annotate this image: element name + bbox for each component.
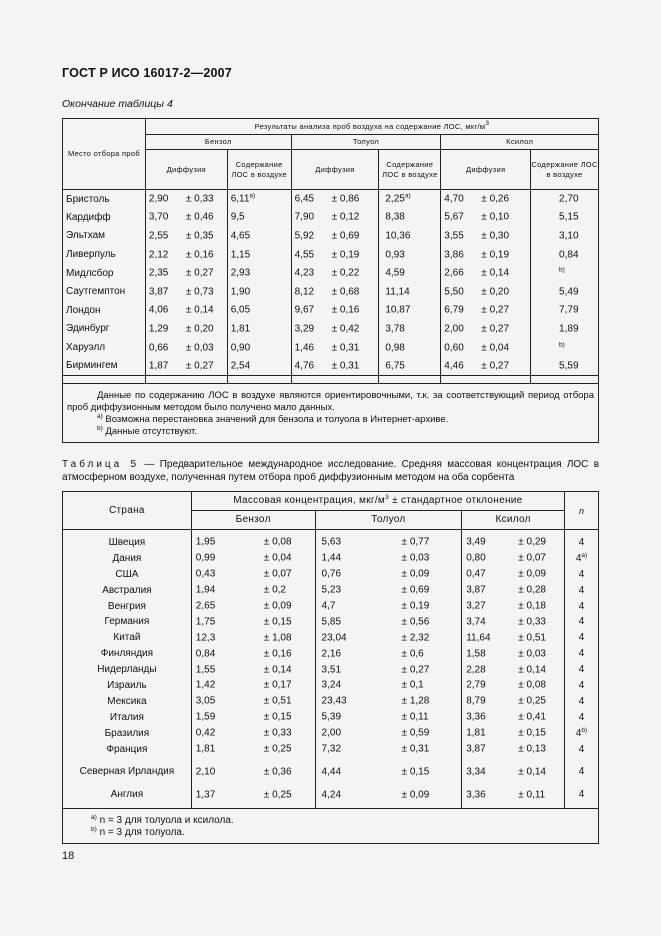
t5-row xyxy=(63,741,599,757)
t4-xylene-diff-cell: 3,55 ± 0,30 xyxy=(441,227,531,246)
t4-toluene-diff-cell: 3,29 ± 0,42 xyxy=(291,320,379,339)
t5-country-cell: Нидерланды xyxy=(63,662,192,678)
t5-header-mass: Массовая концентрация, мкг/$м^3$ ± стандартное отклонение xyxy=(191,492,564,511)
t4-xylene-diff-cell: 6,79 ± 0,27 xyxy=(441,301,531,320)
t4-toluene-air-cell: 0,98 xyxy=(379,338,441,357)
t4-row xyxy=(63,245,599,264)
t4-header-results: Результаты анализа проб воздуха на содержание ЛОС, мкг/$м^3$ xyxy=(145,119,598,135)
t5-xylene-cell: 3,27 ± 0,18 xyxy=(462,598,565,614)
t4-toluene-diff-cell: 4,55 ± 0,19 xyxy=(291,245,379,264)
t4-header-benzene: Бензол xyxy=(145,135,291,150)
t5-row xyxy=(63,598,599,614)
t5-toluene-cell: 23,43 ± 1,28 xyxy=(315,693,462,709)
t4-row xyxy=(63,301,599,320)
t5-country-cell: Италия xyxy=(63,709,192,725)
t5-country-cell: Англия xyxy=(63,787,192,803)
t4-xylene-diff-cell: 0,60 ± 0,04 xyxy=(441,338,531,357)
t5-country-cell: Швеция xyxy=(63,535,192,551)
t5-header-n: n xyxy=(565,492,599,530)
t4-benzene-air-cell: 1,81 xyxy=(227,320,291,339)
t5-toluene-cell: 5,63 ± 0,77 xyxy=(315,535,462,551)
t4-note-main: Данные по содержанию ЛОС в воздухе являются ориентировочными, т.к. за соответствующий период отбора проб диффузионным методом было получено мало данных. xyxy=(67,389,594,413)
t5-row xyxy=(63,709,599,725)
t4-toluene-air-cell: 6,75 xyxy=(379,357,441,376)
t4-benzene-air-cell: 2,54 xyxy=(227,357,291,376)
t4-benzene-diff-cell: 1,29 ± 0,20 xyxy=(145,320,227,339)
t5-n-cell: 4$^{a)}$ xyxy=(565,550,599,566)
t4-site-cell: Харуэлл xyxy=(63,338,146,357)
table-4 xyxy=(62,118,599,443)
t4-toluene-diff-cell: 1,46 ± 0,31 xyxy=(291,338,379,357)
t4-site-cell: Кардифф xyxy=(63,208,146,227)
t4-row xyxy=(63,227,599,246)
t4-benzene-diff-cell: 2,35 ± 0,27 xyxy=(145,264,227,283)
t5-n-cell: 4 xyxy=(565,678,599,694)
t4-benzene-air-cell: 2,93 xyxy=(227,264,291,283)
t5-xylene-cell: 0,47 ± 0,09 xyxy=(462,566,565,582)
t5-country-cell: Венгрия xyxy=(63,598,192,614)
t5-country-cell: Дания xyxy=(63,550,192,566)
t5-country-cell: Франция xyxy=(63,741,192,757)
t4-header-content: Содержание ЛОС в воздухе xyxy=(379,150,441,190)
t5-country-cell: Германия xyxy=(63,614,192,630)
t5-n-cell: 4 xyxy=(565,630,599,646)
t4-benzene-diff-cell: 3,87 ± 0,73 xyxy=(145,282,227,301)
t5-xylene-cell: 2,79 ± 0,08 xyxy=(462,678,565,694)
t4-benzene-diff-cell: 2,12 ± 0,16 xyxy=(145,245,227,264)
t4-benzene-diff-cell: 2,90 ± 0,33 xyxy=(145,190,227,209)
t4-xylene-diff-cell: 4,70 ± 0,26 xyxy=(441,190,531,209)
t4-header-diffusion: Диффузия xyxy=(145,150,227,190)
t5-n-cell: 4 xyxy=(565,662,599,678)
t5-benzene-cell: 0,43 ± 0,07 xyxy=(191,566,315,582)
t4-xylene-diff-cell: 2,00 ± 0,27 xyxy=(441,320,531,339)
t4-toluene-air-cell: 2,25$^{a)}$ xyxy=(379,190,441,209)
t5-benzene-cell: 1,55 ± 0,14 xyxy=(191,662,315,678)
t5-toluene-cell: 4,24 ± 0,09 xyxy=(315,787,462,803)
t5-n-cell: 4 xyxy=(565,535,599,551)
t4-xylene-air-cell: b) xyxy=(531,338,599,357)
t5-header-benzene: Бензол xyxy=(191,511,315,530)
t4-row xyxy=(63,357,599,376)
t5-row xyxy=(63,550,599,566)
t5-country-cell: Китай xyxy=(63,630,192,646)
t5-benzene-cell: 12,3 ± 1,08 xyxy=(191,630,315,646)
t5-country-cell: Австралия xyxy=(63,582,192,598)
t4-xylene-diff-cell: 4,46 ± 0,27 xyxy=(441,357,531,376)
t5-footnote-b: $^{b)}$ n = 3 для толуола. xyxy=(91,826,185,839)
t5-n-cell: 4 xyxy=(565,598,599,614)
t5-benzene-cell: 1,94 ± 0,2 xyxy=(191,582,315,598)
t4-header-xylene: Ксилол xyxy=(441,135,599,150)
t4-benzene-diff-cell: 1,87 ± 0,27 xyxy=(145,357,227,376)
t5-benzene-cell: 1,95 ± 0,08 xyxy=(191,535,315,551)
t5-n-cell: 4 xyxy=(565,741,599,757)
t4-benzene-diff-cell: 0,66 ± 0,03 xyxy=(145,338,227,357)
t5-row xyxy=(63,535,599,551)
t4-toluene-diff-cell: 4,76 ± 0,31 xyxy=(291,357,379,376)
t5-n-cell: 4 xyxy=(565,757,599,787)
t5-xylene-cell: 8,79 ± 0,25 xyxy=(462,693,565,709)
t5-toluene-cell: 1,44 ± 0,03 xyxy=(315,550,462,566)
t5-toluene-cell: 23,04 ± 2,32 xyxy=(315,630,462,646)
t5-benzene-cell: 1,81 ± 0,25 xyxy=(191,741,315,757)
t5-row xyxy=(63,566,599,582)
t4-site-cell: Лондон xyxy=(63,301,146,320)
t4-xylene-air-cell: 2,70 xyxy=(531,190,599,209)
table4-caption: Окончание таблицы 4 xyxy=(62,98,173,110)
t5-country-cell: США xyxy=(63,566,192,582)
t4-header-content: Содержание ЛОС в воздухе xyxy=(227,150,291,190)
t5-toluene-cell: 3,24 ± 0,1 xyxy=(315,678,462,694)
t5-n-cell: 4$^{b)}$ xyxy=(565,725,599,741)
t5-benzene-cell: 1,37 ± 0,25 xyxy=(191,787,315,803)
t5-toluene-cell: 4,44 ± 0,15 xyxy=(315,757,462,787)
t5-xylene-cell: 11,64 ± 0,51 xyxy=(462,630,565,646)
t4-footnote-b: $^{b)}$ Данные отсутствуют. xyxy=(97,424,197,437)
t5-n-cell: 4 xyxy=(565,693,599,709)
t5-row xyxy=(63,678,599,694)
t5-xylene-cell: 3,74 ± 0,33 xyxy=(462,614,565,630)
t4-xylene-air-cell: 7,79 xyxy=(531,301,599,320)
t4-site-cell: Эдинбург xyxy=(63,320,146,339)
t4-benzene-air-cell: 1,15 xyxy=(227,245,291,264)
t4-toluene-air-cell: 0,93 xyxy=(379,245,441,264)
t5-xylene-cell: 3,36 ± 0,41 xyxy=(462,709,565,725)
t5-row xyxy=(63,630,599,646)
t4-xylene-diff-cell: 5,67 ± 0,10 xyxy=(441,208,531,227)
t4-toluene-diff-cell: 6,45 ± 0,86 xyxy=(291,190,379,209)
t5-benzene-cell: 1,42 ± 0,17 xyxy=(191,678,315,694)
t4-header-diffusion: Диффузия xyxy=(441,150,531,190)
t5-toluene-cell: 2,00 ± 0,59 xyxy=(315,725,462,741)
t5-row xyxy=(63,646,599,662)
t4-benzene-air-cell: 1,90 xyxy=(227,282,291,301)
t4-xylene-diff-cell: 2,66 ± 0,14 xyxy=(441,264,531,283)
t4-toluene-diff-cell: 9,67 ± 0,16 xyxy=(291,301,379,320)
t5-benzene-cell: 0,84 ± 0,16 xyxy=(191,646,315,662)
t4-site-cell: Мидлсбор xyxy=(63,264,146,283)
t4-toluene-air-cell: 11,14 xyxy=(379,282,441,301)
t5-header-xylene: Ксилол xyxy=(462,511,565,530)
t4-xylene-air-cell: 1,89 xyxy=(531,320,599,339)
t4-benzene-air-cell: 6,11$^{a)}$ xyxy=(227,190,291,209)
t5-row xyxy=(63,757,599,787)
t4-benzene-air-cell: 4,65 xyxy=(227,227,291,246)
page-number: 18 xyxy=(62,850,75,862)
t5-header-country: Страна xyxy=(63,492,192,530)
t4-site-cell: Эльтхам xyxy=(63,227,146,246)
t4-xylene-air-cell: 0,84 xyxy=(531,245,599,264)
t4-toluene-air-cell: 10,87 xyxy=(379,301,441,320)
t5-country-cell: Мексика xyxy=(63,693,192,709)
t4-benzene-diff-cell: 4,06 ± 0,14 xyxy=(145,301,227,320)
t5-xylene-cell: 1,81 ± 0,15 xyxy=(462,725,565,741)
t4-xylene-air-cell: 5,59 xyxy=(531,357,599,376)
t5-xylene-cell: 3,49 ± 0,29 xyxy=(462,535,565,551)
t5-benzene-cell: 2,65 ± 0,09 xyxy=(191,598,315,614)
t5-benzene-cell: 1,75 ± 0,15 xyxy=(191,614,315,630)
document-header: ГОСТ Р ИСО 16017-2—2007 xyxy=(62,66,232,80)
t5-footnote-a: $^{a)}$ n = 3 для толуола и ксилола. xyxy=(91,814,234,827)
t5-xylene-cell: 3,34 ± 0,14 xyxy=(462,757,565,787)
t4-xylene-diff-cell: 3,86 ± 0,19 xyxy=(441,245,531,264)
t5-toluene-cell: 5,39 ± 0,11 xyxy=(315,709,462,725)
t5-benzene-cell: 0,99 ± 0,04 xyxy=(191,550,315,566)
t4-toluene-diff-cell: 4,23 ± 0,22 xyxy=(291,264,379,283)
t5-country-cell: Финляндия xyxy=(63,646,192,662)
t5-toluene-cell: 0,76 ± 0,09 xyxy=(315,566,462,582)
t4-xylene-diff-cell: 5,50 ± 0,20 xyxy=(441,282,531,301)
t5-toluene-cell: 5,85 ± 0,56 xyxy=(315,614,462,630)
t5-notes xyxy=(63,809,599,844)
t4-site-cell: Ливерпуль xyxy=(63,245,146,264)
t5-country-cell: Бразилия xyxy=(63,725,192,741)
t5-benzene-cell: 0,42 ± 0,33 xyxy=(191,725,315,741)
t4-benzene-air-cell: 6,05 xyxy=(227,301,291,320)
t5-xylene-cell: 3,87 ± 0,28 xyxy=(462,582,565,598)
t5-n-cell: 4 xyxy=(565,646,599,662)
t4-xylene-air-cell: 5,49 xyxy=(531,282,599,301)
t4-row xyxy=(63,190,599,209)
table-5 xyxy=(62,491,599,844)
t4-row xyxy=(63,320,599,339)
t4-benzene-air-cell: 0,90 xyxy=(227,338,291,357)
t4-toluene-diff-cell: 7,90 ± 0,12 xyxy=(291,208,379,227)
t4-toluene-air-cell: 10,36 xyxy=(379,227,441,246)
t4-benzene-diff-cell: 3,70 ± 0,46 xyxy=(145,208,227,227)
t4-xylene-air-cell: 5,15 xyxy=(531,208,599,227)
t5-xylene-cell: 0,80 ± 0,07 xyxy=(462,550,565,566)
t4-toluene-air-cell: 3,78 xyxy=(379,320,441,339)
t4-row xyxy=(63,264,599,283)
t5-row xyxy=(63,662,599,678)
t5-n-cell: 4 xyxy=(565,582,599,598)
t5-toluene-cell: 4,7 ± 0,19 xyxy=(315,598,462,614)
t4-site-cell: Бирмингем xyxy=(63,357,146,376)
t4-toluene-air-cell: 8,38 xyxy=(379,208,441,227)
t5-toluene-cell: 3,51 ± 0,27 xyxy=(315,662,462,678)
t5-benzene-cell: 1,59 ± 0,15 xyxy=(191,709,315,725)
t4-site-cell: Бристоль xyxy=(63,190,146,209)
t4-toluene-diff-cell: 8,12 ± 0,68 xyxy=(291,282,379,301)
t5-n-cell: 4 xyxy=(565,709,599,725)
t5-toluene-cell: 5,23 ± 0,69 xyxy=(315,582,462,598)
t4-row xyxy=(63,338,599,357)
t4-benzene-air-cell: 9,5 xyxy=(227,208,291,227)
t5-xylene-cell: 2,28 ± 0,14 xyxy=(462,662,565,678)
t5-n-cell: 4 xyxy=(565,787,599,803)
t4-xylene-air-cell: 3,10 xyxy=(531,227,599,246)
t4-site-cell: Саутгемптон xyxy=(63,282,146,301)
t5-xylene-cell: 3,36 ± 0,11 xyxy=(462,787,565,803)
t5-row xyxy=(63,725,599,741)
t4-toluene-air-cell: 4,59 xyxy=(379,264,441,283)
t5-row xyxy=(63,693,599,709)
t5-toluene-cell: 2,16 ± 0,6 xyxy=(315,646,462,662)
t5-country-cell: Северная Ирландия xyxy=(63,757,192,787)
t5-n-cell: 4 xyxy=(565,566,599,582)
t4-toluene-diff-cell: 5,92 ± 0,69 xyxy=(291,227,379,246)
t4-header-toluene: Толуол xyxy=(291,135,441,150)
t5-xylene-cell: 1,58 ± 0,03 xyxy=(462,646,565,662)
t4-header-site: Место отбора проб xyxy=(63,119,146,190)
t5-header-toluene: Толуол xyxy=(315,511,462,530)
t5-toluene-cell: 7,32 ± 0,31 xyxy=(315,741,462,757)
t5-xylene-cell: 3,87 ± 0,13 xyxy=(462,741,565,757)
t4-notes xyxy=(63,383,599,442)
t4-header-content: Содержание ЛОС в воздухе xyxy=(531,150,599,190)
t4-footnote-a: $^{a)}$ Возможна перестановка значений для бензола и толуола в Интернет-архиве. xyxy=(97,412,449,425)
t5-benzene-cell: 3,05 ± 0,51 xyxy=(191,693,315,709)
t4-benzene-diff-cell: 2,55 ± 0,35 xyxy=(145,227,227,246)
t5-row xyxy=(63,582,599,598)
t4-header-diffusion: Диффузия xyxy=(291,150,379,190)
table5-caption: Таблица 5 — Предварительное международное исследование. Средняя массовая концентрация ЛОС в атмосферном воздухе, полученная путем отбора проб диффузионным методом на оба сорбента xyxy=(62,459,600,483)
t4-row xyxy=(63,208,599,227)
t4-row xyxy=(63,282,599,301)
t5-country-cell: Израиль xyxy=(63,678,192,694)
t5-benzene-cell: 2,10 ± 0,36 xyxy=(191,757,315,787)
t5-row xyxy=(63,614,599,630)
t5-n-cell: 4 xyxy=(565,614,599,630)
t4-xylene-air-cell: b) xyxy=(531,264,599,283)
t5-row xyxy=(63,787,599,803)
